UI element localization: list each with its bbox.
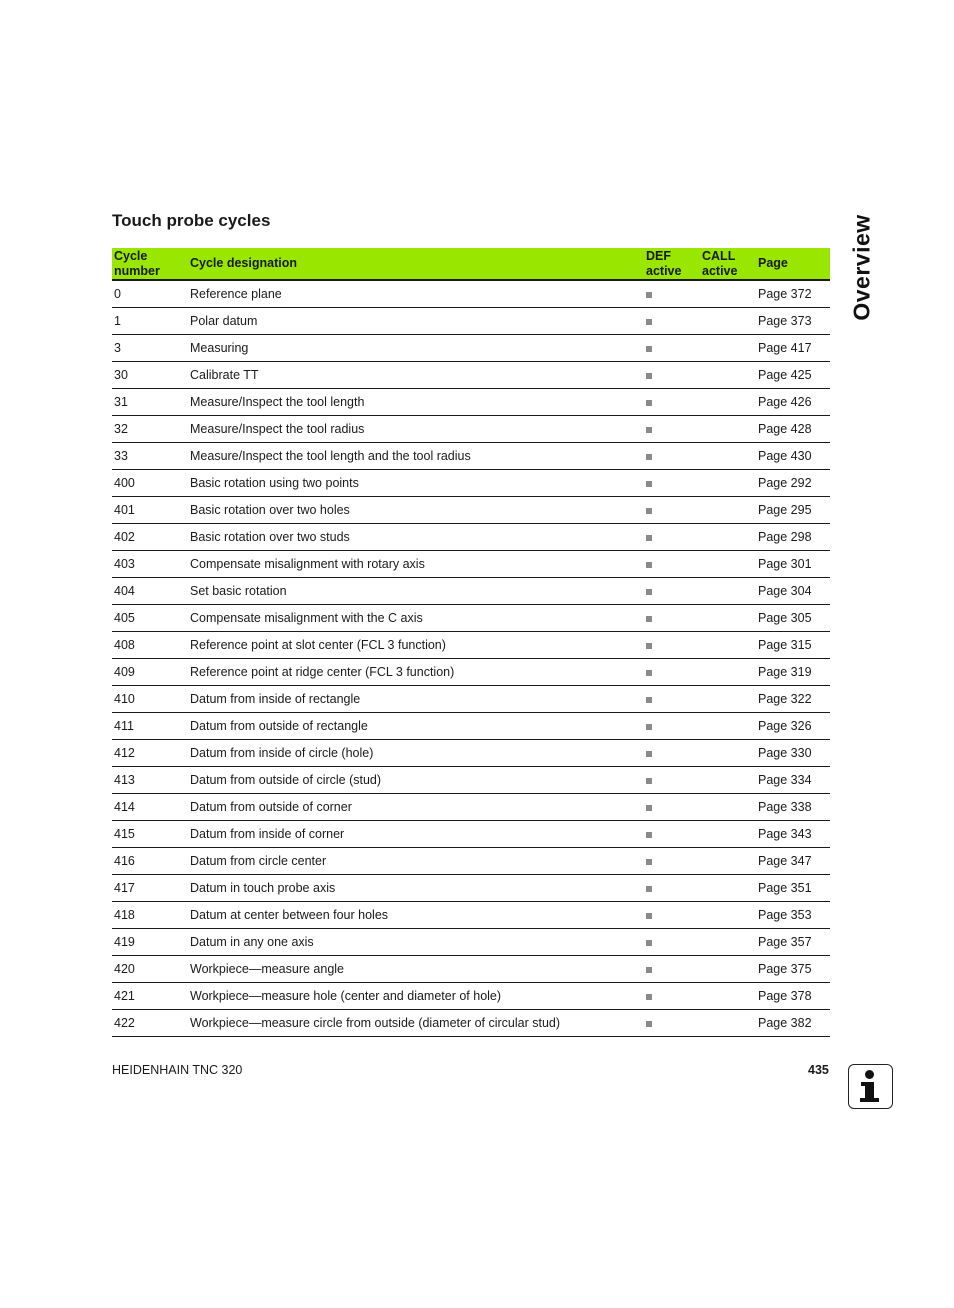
def-active-cell	[644, 659, 700, 686]
page-reference-link[interactable]: Page 334	[756, 767, 830, 794]
active-marker-icon	[646, 724, 652, 730]
active-marker-icon	[646, 751, 652, 757]
page-reference-link[interactable]: Page 326	[756, 713, 830, 740]
cycle-number: 0	[112, 280, 188, 308]
side-tab	[830, 205, 894, 330]
active-marker-icon	[646, 859, 652, 865]
section-title: Touch probe cycles	[112, 211, 271, 230]
active-marker-icon	[646, 994, 652, 1000]
cycle-designation: Measure/Inspect the tool length and the tool radius	[188, 443, 644, 470]
active-marker-icon	[646, 616, 652, 622]
header-cycle-number: Cycle number	[112, 248, 188, 280]
table-row	[112, 1010, 830, 1037]
cycle-number: 404	[112, 578, 188, 605]
page-reference-link[interactable]: Page 338	[756, 794, 830, 821]
active-marker-icon	[646, 886, 652, 892]
cycle-number: 403	[112, 551, 188, 578]
cycle-number: 416	[112, 848, 188, 875]
active-marker-icon	[646, 292, 652, 298]
cycle-designation: Datum in any one axis	[188, 929, 644, 956]
cycle-number: 30	[112, 362, 188, 389]
page-reference-link[interactable]: Page 295	[756, 497, 830, 524]
def-active-cell	[644, 470, 700, 497]
table-row	[112, 578, 830, 605]
def-active-cell	[644, 335, 700, 362]
cycle-designation: Set basic rotation	[188, 578, 644, 605]
table-row	[112, 956, 830, 983]
cycle-designation: Datum from outside of circle (stud)	[188, 767, 644, 794]
cycle-number: 421	[112, 983, 188, 1010]
table-row	[112, 740, 830, 767]
page-reference-link[interactable]: Page 347	[756, 848, 830, 875]
cycle-designation: Workpiece—measure circle from outside (diameter of circular stud)	[188, 1010, 644, 1037]
call-active-cell	[700, 389, 756, 416]
active-marker-icon	[646, 589, 652, 595]
active-marker-icon	[646, 373, 652, 379]
cycle-number: 420	[112, 956, 188, 983]
page-reference-link[interactable]: Page 319	[756, 659, 830, 686]
cycle-designation: Basic rotation using two points	[188, 470, 644, 497]
call-active-cell	[700, 1010, 756, 1037]
footer-page-number: 435	[808, 1063, 829, 1077]
def-active-cell	[644, 551, 700, 578]
footer-manual-title: HEIDENHAIN TNC 320	[112, 1063, 243, 1077]
page-reference-link[interactable]: Page 373	[756, 308, 830, 335]
cycle-number: 415	[112, 821, 188, 848]
active-marker-icon	[646, 319, 652, 325]
page-reference-link[interactable]: Page 382	[756, 1010, 830, 1037]
active-marker-icon	[646, 697, 652, 703]
call-active-cell	[700, 848, 756, 875]
call-active-cell	[700, 524, 756, 551]
cycle-number: 412	[112, 740, 188, 767]
header-call-active: CALL active	[700, 248, 756, 280]
page-reference-link[interactable]: Page 428	[756, 416, 830, 443]
cycle-number: 33	[112, 443, 188, 470]
call-active-cell	[700, 794, 756, 821]
active-marker-icon	[646, 778, 652, 784]
def-active-cell	[644, 524, 700, 551]
cycle-designation: Datum from inside of circle (hole)	[188, 740, 644, 767]
header-page: Page	[756, 248, 830, 280]
cycle-designation: Workpiece—measure hole (center and diameter of hole)	[188, 983, 644, 1010]
def-active-cell	[644, 983, 700, 1010]
page-reference-link[interactable]: Page 351	[756, 875, 830, 902]
call-active-cell	[700, 821, 756, 848]
call-active-cell	[700, 713, 756, 740]
active-marker-icon	[646, 670, 652, 676]
active-marker-icon	[646, 805, 652, 811]
def-active-cell	[644, 605, 700, 632]
table-row	[112, 551, 830, 578]
table-body	[112, 280, 830, 1037]
page-reference-link[interactable]: Page 378	[756, 983, 830, 1010]
cycle-designation: Datum from circle center	[188, 848, 644, 875]
def-active-cell	[644, 794, 700, 821]
active-marker-icon	[646, 535, 652, 541]
call-active-cell	[700, 578, 756, 605]
active-marker-icon	[646, 508, 652, 514]
table-row	[112, 713, 830, 740]
cycle-number: 401	[112, 497, 188, 524]
def-active-cell	[644, 875, 700, 902]
call-active-cell	[700, 470, 756, 497]
cycle-number: 400	[112, 470, 188, 497]
page-reference-link[interactable]: Page 372	[756, 280, 830, 308]
table-row	[112, 308, 830, 335]
page-reference-link[interactable]: Page 315	[756, 632, 830, 659]
table-row	[112, 524, 830, 551]
active-marker-icon	[646, 940, 652, 946]
table-row	[112, 875, 830, 902]
def-active-cell	[644, 443, 700, 470]
page-reference-link[interactable]: Page 322	[756, 686, 830, 713]
call-active-cell	[700, 362, 756, 389]
def-active-cell	[644, 416, 700, 443]
page-reference-link[interactable]: Page 375	[756, 956, 830, 983]
cycle-number: 413	[112, 767, 188, 794]
cycle-number: 414	[112, 794, 188, 821]
def-active-cell	[644, 767, 700, 794]
call-active-cell	[700, 497, 756, 524]
call-active-cell	[700, 983, 756, 1010]
cycle-number: 408	[112, 632, 188, 659]
page-reference-link[interactable]: Page 426	[756, 389, 830, 416]
call-active-cell	[700, 416, 756, 443]
active-marker-icon	[646, 643, 652, 649]
cycle-number: 3	[112, 335, 188, 362]
def-active-cell	[644, 848, 700, 875]
cycle-designation: Datum from inside of corner	[188, 821, 644, 848]
table-row	[112, 686, 830, 713]
table-row	[112, 416, 830, 443]
page-reference-link[interactable]: Page 305	[756, 605, 830, 632]
cycle-number: 405	[112, 605, 188, 632]
cycle-designation: Datum from outside of rectangle	[188, 713, 644, 740]
table-row	[112, 659, 830, 686]
page-reference-link[interactable]: Page 301	[756, 551, 830, 578]
call-active-cell	[700, 308, 756, 335]
page-reference-link[interactable]: Page 425	[756, 362, 830, 389]
cycle-number: 31	[112, 389, 188, 416]
cycle-number: 32	[112, 416, 188, 443]
side-tab-label: Overview	[848, 214, 875, 321]
page-reference-link[interactable]: Page 430	[756, 443, 830, 470]
table-row	[112, 632, 830, 659]
def-active-cell	[644, 929, 700, 956]
def-active-cell	[644, 902, 700, 929]
cycle-designation: Compensate misalignment with the C axis	[188, 605, 644, 632]
table-row	[112, 983, 830, 1010]
call-active-cell	[700, 686, 756, 713]
cycle-designation: Reference point at slot center (FCL 3 function)	[188, 632, 644, 659]
cycle-designation: Datum from outside of corner	[188, 794, 644, 821]
page-reference-link[interactable]: Page 357	[756, 929, 830, 956]
header-def-active: DEF active	[644, 248, 700, 280]
cycles-table	[112, 248, 830, 1037]
table-row	[112, 902, 830, 929]
call-active-cell	[700, 767, 756, 794]
def-active-cell	[644, 389, 700, 416]
active-marker-icon	[646, 481, 652, 487]
cycle-designation: Compensate misalignment with rotary axis	[188, 551, 644, 578]
table-row	[112, 605, 830, 632]
def-active-cell	[644, 740, 700, 767]
cycle-designation: Basic rotation over two holes	[188, 497, 644, 524]
table-row	[112, 362, 830, 389]
cycle-designation: Datum at center between four holes	[188, 902, 644, 929]
cycle-number: 402	[112, 524, 188, 551]
table-row	[112, 767, 830, 794]
page-reference-link[interactable]: Page 292	[756, 470, 830, 497]
table-row	[112, 280, 830, 308]
def-active-cell	[644, 578, 700, 605]
cycle-designation: Datum from inside of rectangle	[188, 686, 644, 713]
active-marker-icon	[646, 1021, 652, 1027]
call-active-cell	[700, 605, 756, 632]
call-active-cell	[700, 659, 756, 686]
page-reference-link[interactable]: Page 330	[756, 740, 830, 767]
cycle-number: 419	[112, 929, 188, 956]
active-marker-icon	[646, 562, 652, 568]
cycle-number: 417	[112, 875, 188, 902]
call-active-cell	[700, 335, 756, 362]
call-active-cell	[700, 551, 756, 578]
cycle-designation: Measure/Inspect the tool length	[188, 389, 644, 416]
page-reference-link[interactable]: Page 353	[756, 902, 830, 929]
cycle-designation: Measure/Inspect the tool radius	[188, 416, 644, 443]
active-marker-icon	[646, 454, 652, 460]
table-row	[112, 821, 830, 848]
def-active-cell	[644, 713, 700, 740]
page-reference-link[interactable]: Page 417	[756, 335, 830, 362]
page-reference-link[interactable]: Page 343	[756, 821, 830, 848]
active-marker-icon	[646, 913, 652, 919]
def-active-cell	[644, 821, 700, 848]
def-active-cell	[644, 280, 700, 308]
call-active-cell	[700, 280, 756, 308]
table-header-row	[112, 248, 830, 280]
call-active-cell	[700, 632, 756, 659]
call-active-cell	[700, 443, 756, 470]
cycle-designation: Datum in touch probe axis	[188, 875, 644, 902]
table-row	[112, 848, 830, 875]
table-row	[112, 335, 830, 362]
table-row	[112, 794, 830, 821]
page-reference-link[interactable]: Page 304	[756, 578, 830, 605]
active-marker-icon	[646, 832, 652, 838]
table-row	[112, 929, 830, 956]
def-active-cell	[644, 1010, 700, 1037]
cycle-number: 410	[112, 686, 188, 713]
cycle-number: 422	[112, 1010, 188, 1037]
call-active-cell	[700, 929, 756, 956]
table-row	[112, 443, 830, 470]
cycle-designation: Calibrate TT	[188, 362, 644, 389]
info-icon	[848, 1064, 893, 1109]
def-active-cell	[644, 956, 700, 983]
def-active-cell	[644, 632, 700, 659]
table-row	[112, 389, 830, 416]
call-active-cell	[700, 902, 756, 929]
cycle-designation: Reference point at ridge center (FCL 3 function)	[188, 659, 644, 686]
cycle-designation: Polar datum	[188, 308, 644, 335]
cycle-number: 418	[112, 902, 188, 929]
def-active-cell	[644, 362, 700, 389]
def-active-cell	[644, 308, 700, 335]
cycle-designation: Basic rotation over two studs	[188, 524, 644, 551]
table-row	[112, 497, 830, 524]
def-active-cell	[644, 497, 700, 524]
cycle-designation: Measuring	[188, 335, 644, 362]
cycle-number: 409	[112, 659, 188, 686]
cycle-designation: Reference plane	[188, 280, 644, 308]
call-active-cell	[700, 956, 756, 983]
table-row	[112, 470, 830, 497]
active-marker-icon	[646, 400, 652, 406]
cycle-designation: Workpiece—measure angle	[188, 956, 644, 983]
call-active-cell	[700, 740, 756, 767]
def-active-cell	[644, 686, 700, 713]
cycle-number: 1	[112, 308, 188, 335]
page-reference-link[interactable]: Page 298	[756, 524, 830, 551]
call-active-cell	[700, 875, 756, 902]
cycle-number: 411	[112, 713, 188, 740]
active-marker-icon	[646, 427, 652, 433]
header-cycle-designation: Cycle designation	[188, 248, 644, 280]
active-marker-icon	[646, 967, 652, 973]
active-marker-icon	[646, 346, 652, 352]
